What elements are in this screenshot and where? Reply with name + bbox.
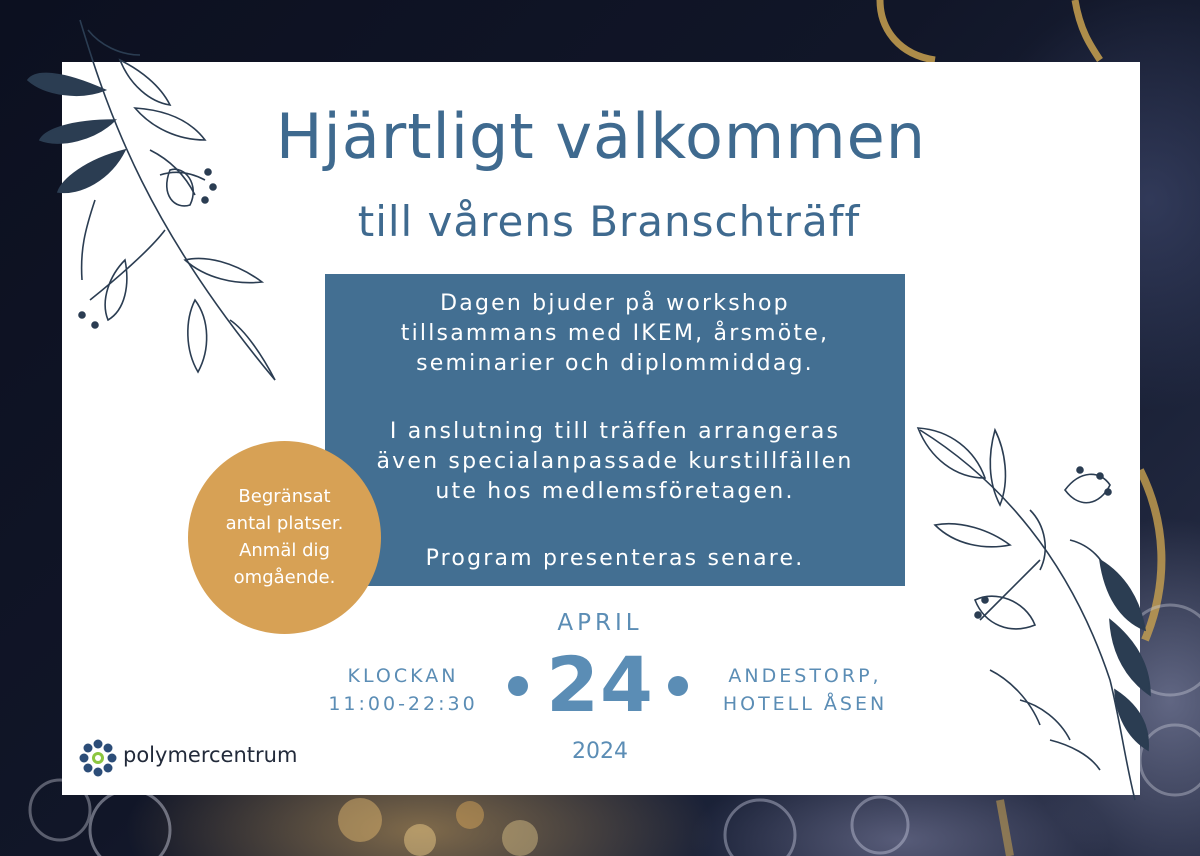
page-title: Hjärtligt välkommen [275,100,927,173]
limited-seats-badge [188,441,381,634]
info-paragraph-3 [325,544,905,574]
time-label: KLOCKAN [347,665,459,687]
event-time [318,662,488,718]
info-box [325,274,905,586]
info-line: även specialanpassade kurstillfällen [376,449,854,474]
info-line: I anslutning till träffen arrangeras [389,419,841,444]
location-line-1: ANDESTORP, [728,665,882,687]
info-line: Dagen bjuder på workshop [440,291,790,316]
event-year: 2024 [572,739,628,764]
info-line: ute hos medlemsföretagen. [435,479,795,504]
page-subtitle: till vårens Branschträff [357,197,861,246]
time-value: 11:00-22:30 [328,693,478,715]
logo-text: polymercentrum [123,743,298,767]
info-line: tillsammans med IKEM, årsmöte, [400,321,830,346]
info-line: Program presenteras senare. [425,546,805,571]
polymercentrum-logo-icon [78,738,118,778]
badge-line: omgående. [233,567,336,588]
info-paragraph-2 [325,417,905,507]
badge-line: Begränsat [238,486,331,507]
badge-line: Anmäl dig [239,540,330,561]
event-location [712,662,898,718]
event-month: APRIL [557,610,643,636]
info-line: seminarier och diplommiddag. [416,351,814,376]
separator-dot [508,676,528,696]
info-paragraph-1 [325,289,905,379]
separator-dot [668,676,688,696]
location-line-2: HOTELL ÅSEN [722,693,888,715]
badge-line: antal platser. [225,513,344,534]
event-day: 24 [546,640,654,729]
